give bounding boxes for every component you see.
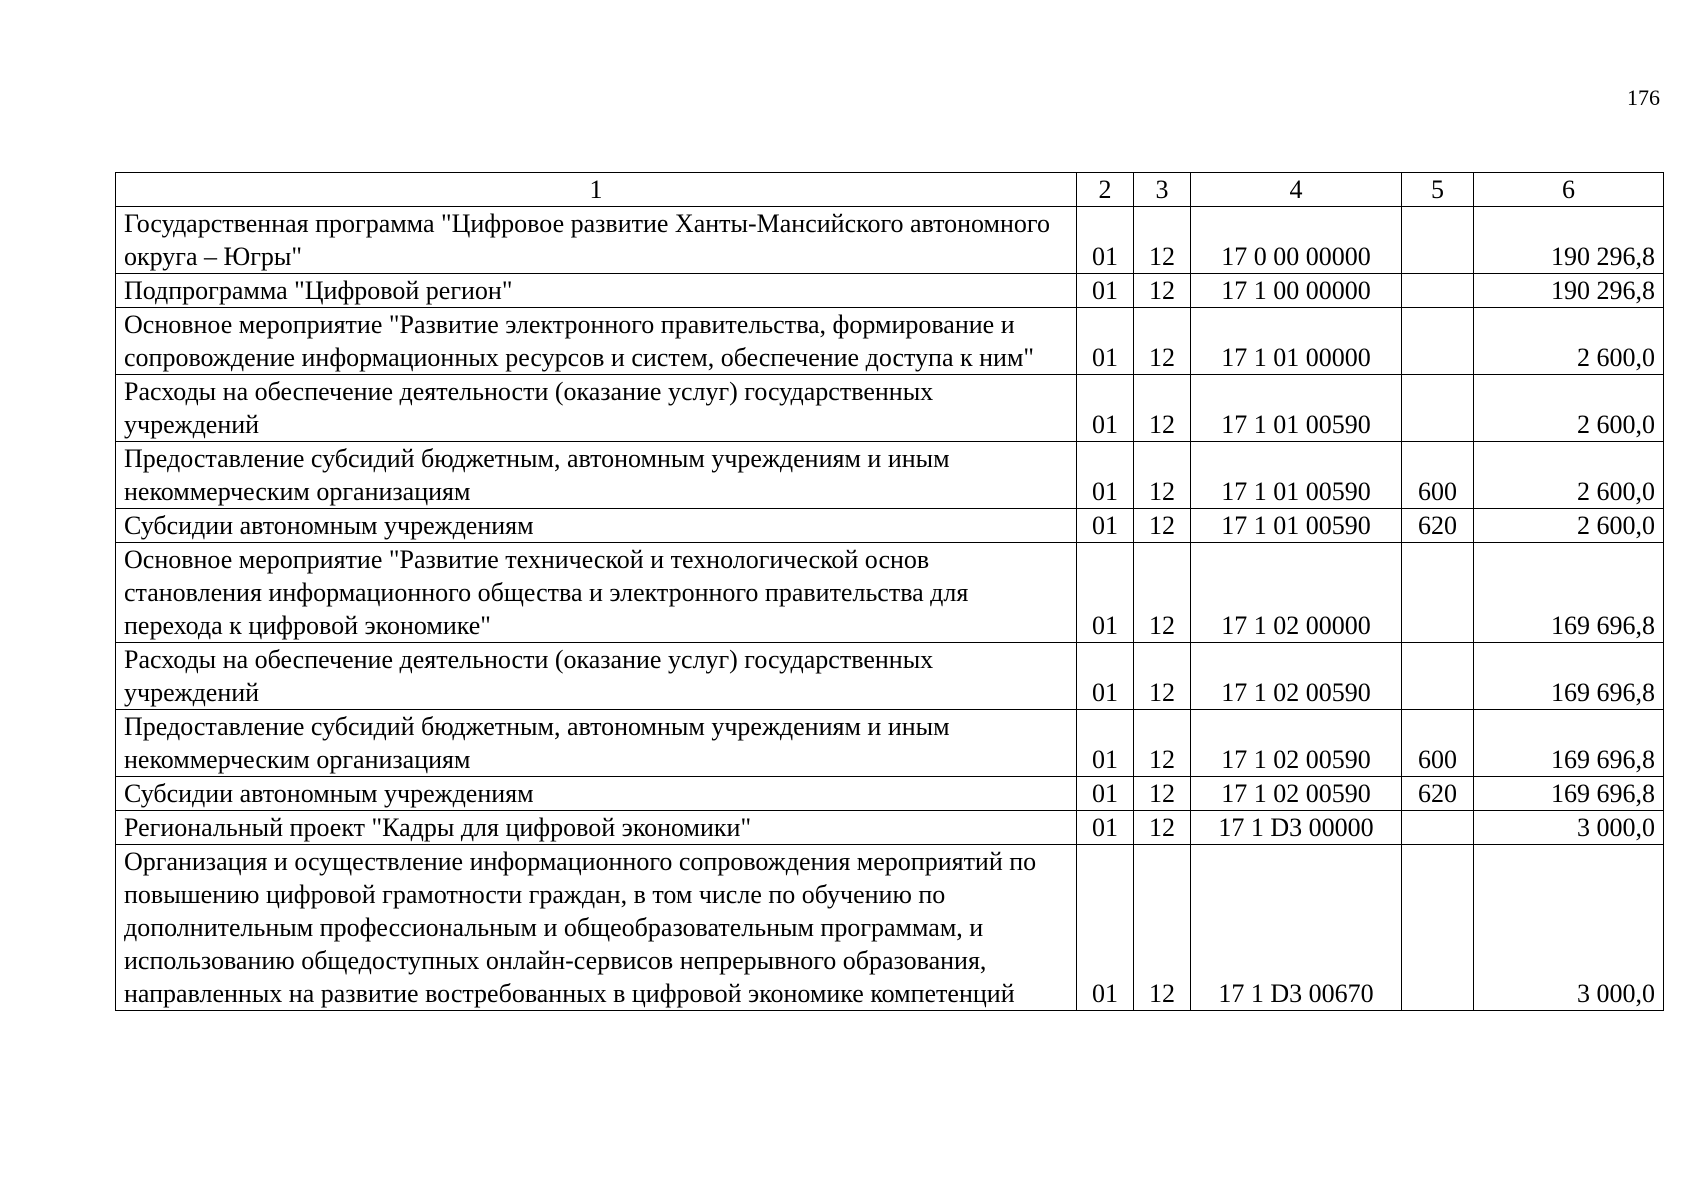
row-name: Региональный проект "Кадры для цифровой экономики"	[116, 811, 1077, 845]
row-section: 01	[1077, 207, 1134, 274]
row-subsection: 12	[1134, 442, 1191, 509]
row-section: 01	[1077, 274, 1134, 308]
table-row	[116, 777, 1664, 811]
row-name: Субсидии автономным учреждениям	[116, 509, 1077, 543]
row-amount: 3 000,0	[1474, 811, 1664, 845]
row-expense-type: 600	[1402, 442, 1474, 509]
row-expense-type	[1402, 811, 1474, 845]
table-row	[116, 375, 1664, 442]
row-section: 01	[1077, 509, 1134, 543]
row-target-code: 17 1 01 00590	[1191, 442, 1402, 509]
column-header-6: 6	[1474, 173, 1664, 207]
row-expense-type: 620	[1402, 777, 1474, 811]
column-header-1: 1	[116, 173, 1077, 207]
row-target-code: 17 1 D3 00000	[1191, 811, 1402, 845]
row-section: 01	[1077, 777, 1134, 811]
row-amount: 2 600,0	[1474, 375, 1664, 442]
row-subsection: 12	[1134, 509, 1191, 543]
table-row	[116, 710, 1664, 777]
table-header-row	[116, 173, 1664, 207]
row-amount: 169 696,8	[1474, 710, 1664, 777]
row-subsection: 12	[1134, 207, 1191, 274]
row-subsection: 12	[1134, 845, 1191, 1011]
row-section: 01	[1077, 543, 1134, 643]
row-section: 01	[1077, 308, 1134, 375]
row-amount: 2 600,0	[1474, 509, 1664, 543]
row-subsection: 12	[1134, 811, 1191, 845]
row-target-code: 17 1 02 00590	[1191, 777, 1402, 811]
row-name: Основное мероприятие "Развитие электронного правительства, формирование и сопровождение информационных ресурсов и систем, обеспечение доступа к ним"	[116, 308, 1077, 375]
row-section: 01	[1077, 643, 1134, 710]
row-target-code: 17 0 00 00000	[1191, 207, 1402, 274]
column-header-2: 2	[1077, 173, 1134, 207]
row-name: Предоставление субсидий бюджетным, автономным учреждениям и иным некоммерческим организациям	[116, 710, 1077, 777]
table-row	[116, 308, 1664, 375]
table-row	[116, 207, 1664, 274]
row-subsection: 12	[1134, 543, 1191, 643]
row-amount: 2 600,0	[1474, 442, 1664, 509]
budget-table	[115, 172, 1664, 1011]
table-row	[116, 442, 1664, 509]
row-subsection: 12	[1134, 777, 1191, 811]
row-expense-type: 620	[1402, 509, 1474, 543]
table-row	[116, 274, 1664, 308]
row-amount: 190 296,8	[1474, 274, 1664, 308]
row-expense-type	[1402, 375, 1474, 442]
row-name: Подпрограмма "Цифровой регион"	[116, 274, 1077, 308]
row-name: Государственная программа "Цифровое развитие Ханты-Мансийского автономного округа – Югры"	[116, 207, 1077, 274]
row-section: 01	[1077, 710, 1134, 777]
row-target-code: 17 1 01 00000	[1191, 308, 1402, 375]
row-target-code: 17 1 02 00590	[1191, 643, 1402, 710]
row-expense-type	[1402, 845, 1474, 1011]
row-name: Расходы на обеспечение деятельности (оказание услуг) государственных учреждений	[116, 375, 1077, 442]
row-target-code: 17 1 01 00590	[1191, 375, 1402, 442]
row-expense-type	[1402, 543, 1474, 643]
row-subsection: 12	[1134, 308, 1191, 375]
row-subsection: 12	[1134, 643, 1191, 710]
table-row	[116, 543, 1664, 643]
row-expense-type	[1402, 274, 1474, 308]
row-target-code: 17 1 02 00590	[1191, 710, 1402, 777]
row-expense-type	[1402, 207, 1474, 274]
table-row	[116, 509, 1664, 543]
row-subsection: 12	[1134, 274, 1191, 308]
column-header-3: 3	[1134, 173, 1191, 207]
row-section: 01	[1077, 375, 1134, 442]
row-section: 01	[1077, 811, 1134, 845]
row-expense-type: 600	[1402, 710, 1474, 777]
row-section: 01	[1077, 442, 1134, 509]
row-amount: 190 296,8	[1474, 207, 1664, 274]
column-header-5: 5	[1402, 173, 1474, 207]
row-name: Субсидии автономным учреждениям	[116, 777, 1077, 811]
row-amount: 169 696,8	[1474, 777, 1664, 811]
row-name: Предоставление субсидий бюджетным, автономным учреждениям и иным некоммерческим организациям	[116, 442, 1077, 509]
row-amount: 2 600,0	[1474, 308, 1664, 375]
row-amount: 169 696,8	[1474, 543, 1664, 643]
row-section: 01	[1077, 845, 1134, 1011]
row-target-code: 17 1 02 00000	[1191, 543, 1402, 643]
row-expense-type	[1402, 308, 1474, 375]
page-number: 176	[1627, 85, 1660, 110]
row-name: Расходы на обеспечение деятельности (оказание услуг) государственных учреждений	[116, 643, 1077, 710]
table-row	[116, 845, 1664, 1011]
row-target-code: 17 1 01 00590	[1191, 509, 1402, 543]
row-amount: 3 000,0	[1474, 845, 1664, 1011]
row-target-code: 17 1 00 00000	[1191, 274, 1402, 308]
row-expense-type	[1402, 643, 1474, 710]
row-target-code: 17 1 D3 00670	[1191, 845, 1402, 1011]
row-name: Организация и осуществление информационного сопровождения мероприятий по повышению цифровой грамотности граждан, в том числе по обучению по дополнительным профессиональным и общеобразовательным программам, и использованию общедоступных онлайн-сервисов непрерывного образования, направленных на развитие востребованных в цифровой экономике компетенций	[116, 845, 1077, 1011]
row-name: Основное мероприятие "Развитие технической и технологической основ становления информационного общества и электронного правительства для перехода к цифровой экономике"	[116, 543, 1077, 643]
column-header-4: 4	[1191, 173, 1402, 207]
table-row	[116, 643, 1664, 710]
row-subsection: 12	[1134, 710, 1191, 777]
row-amount: 169 696,8	[1474, 643, 1664, 710]
table-row	[116, 811, 1664, 845]
row-subsection: 12	[1134, 375, 1191, 442]
